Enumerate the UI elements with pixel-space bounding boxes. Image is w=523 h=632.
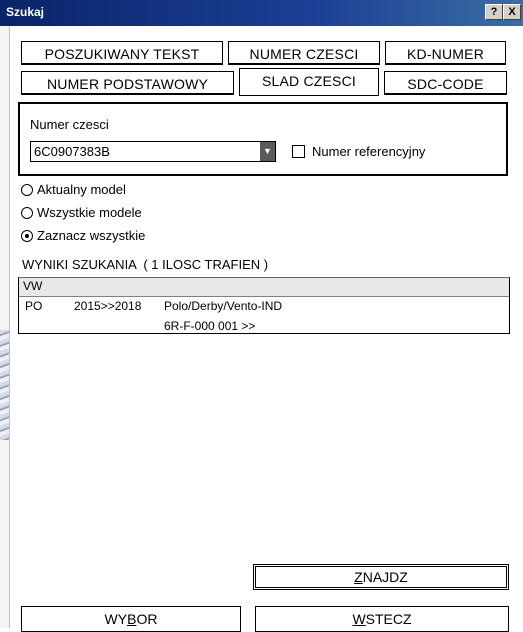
results-heading: WYNIKI SZUKANIA ( 1 ILOSC TRAFIEN ) (22, 257, 269, 272)
help-button[interactable]: ? (485, 4, 503, 20)
find-label-post: NAJDZ (362, 569, 408, 585)
window-title: Szukaj (6, 5, 45, 19)
background-window-edge (0, 26, 10, 628)
chevron-down-icon[interactable]: ▼ (260, 142, 275, 161)
radio-aktualny-model[interactable] (21, 184, 33, 196)
find-button[interactable] (253, 564, 509, 590)
result-model: Polo/Derby/Vento-IND (164, 299, 283, 313)
tab-poszukiwany-tekst[interactable]: POSZUKIWANY TEKST (21, 41, 223, 65)
part-number-value[interactable]: 6C0907383B (34, 144, 110, 159)
select-button[interactable] (21, 606, 241, 632)
back-button[interactable] (255, 606, 509, 632)
radio-label-aktualny-model: Aktualny model (37, 182, 126, 197)
results-group-header (19, 278, 509, 297)
result-years: 2015>>2018 (74, 299, 142, 313)
select-label-accel: B (127, 611, 137, 627)
radio-zaznacz-wszystkie[interactable] (21, 230, 33, 242)
background-decoration (0, 330, 9, 440)
result-detail: 6R-F-000 001 >> (164, 319, 256, 333)
radio-wszystkie-modele[interactable] (21, 207, 33, 219)
tab-numer-czesci[interactable]: NUMER CZESCI (228, 41, 380, 65)
tab-sdc-code[interactable]: SDC-CODE (384, 71, 507, 95)
reference-number-checkbox[interactable] (292, 145, 305, 158)
part-number-group (18, 102, 508, 176)
select-label-post: OR (136, 611, 158, 627)
radio-label-zaznacz-wszystkie: Zaznacz wszystkie (37, 228, 146, 243)
radio-selected-dot (25, 234, 29, 238)
close-button[interactable]: X (503, 4, 521, 20)
title-bar (0, 0, 523, 26)
back-label-post: STECZ (365, 611, 412, 627)
radio-label-wszystkie-modele: Wszystkie modele (37, 205, 142, 220)
tab-kd-numer[interactable]: KD-NUMER (385, 41, 506, 65)
results-group-label: VW (23, 279, 43, 293)
reference-number-label: Numer referencyjny (312, 144, 426, 159)
find-label-accel: Z (354, 569, 363, 585)
part-number-label: Numer czesci (30, 117, 109, 132)
tab-slad-czesci[interactable]: SLAD CZESCI (239, 68, 379, 96)
back-label-accel: W (352, 611, 366, 627)
result-code: PO (25, 299, 43, 313)
select-label-pre: WY (104, 611, 128, 627)
tab-numer-podstawowy[interactable]: NUMER PODSTAWOWY (21, 71, 234, 95)
